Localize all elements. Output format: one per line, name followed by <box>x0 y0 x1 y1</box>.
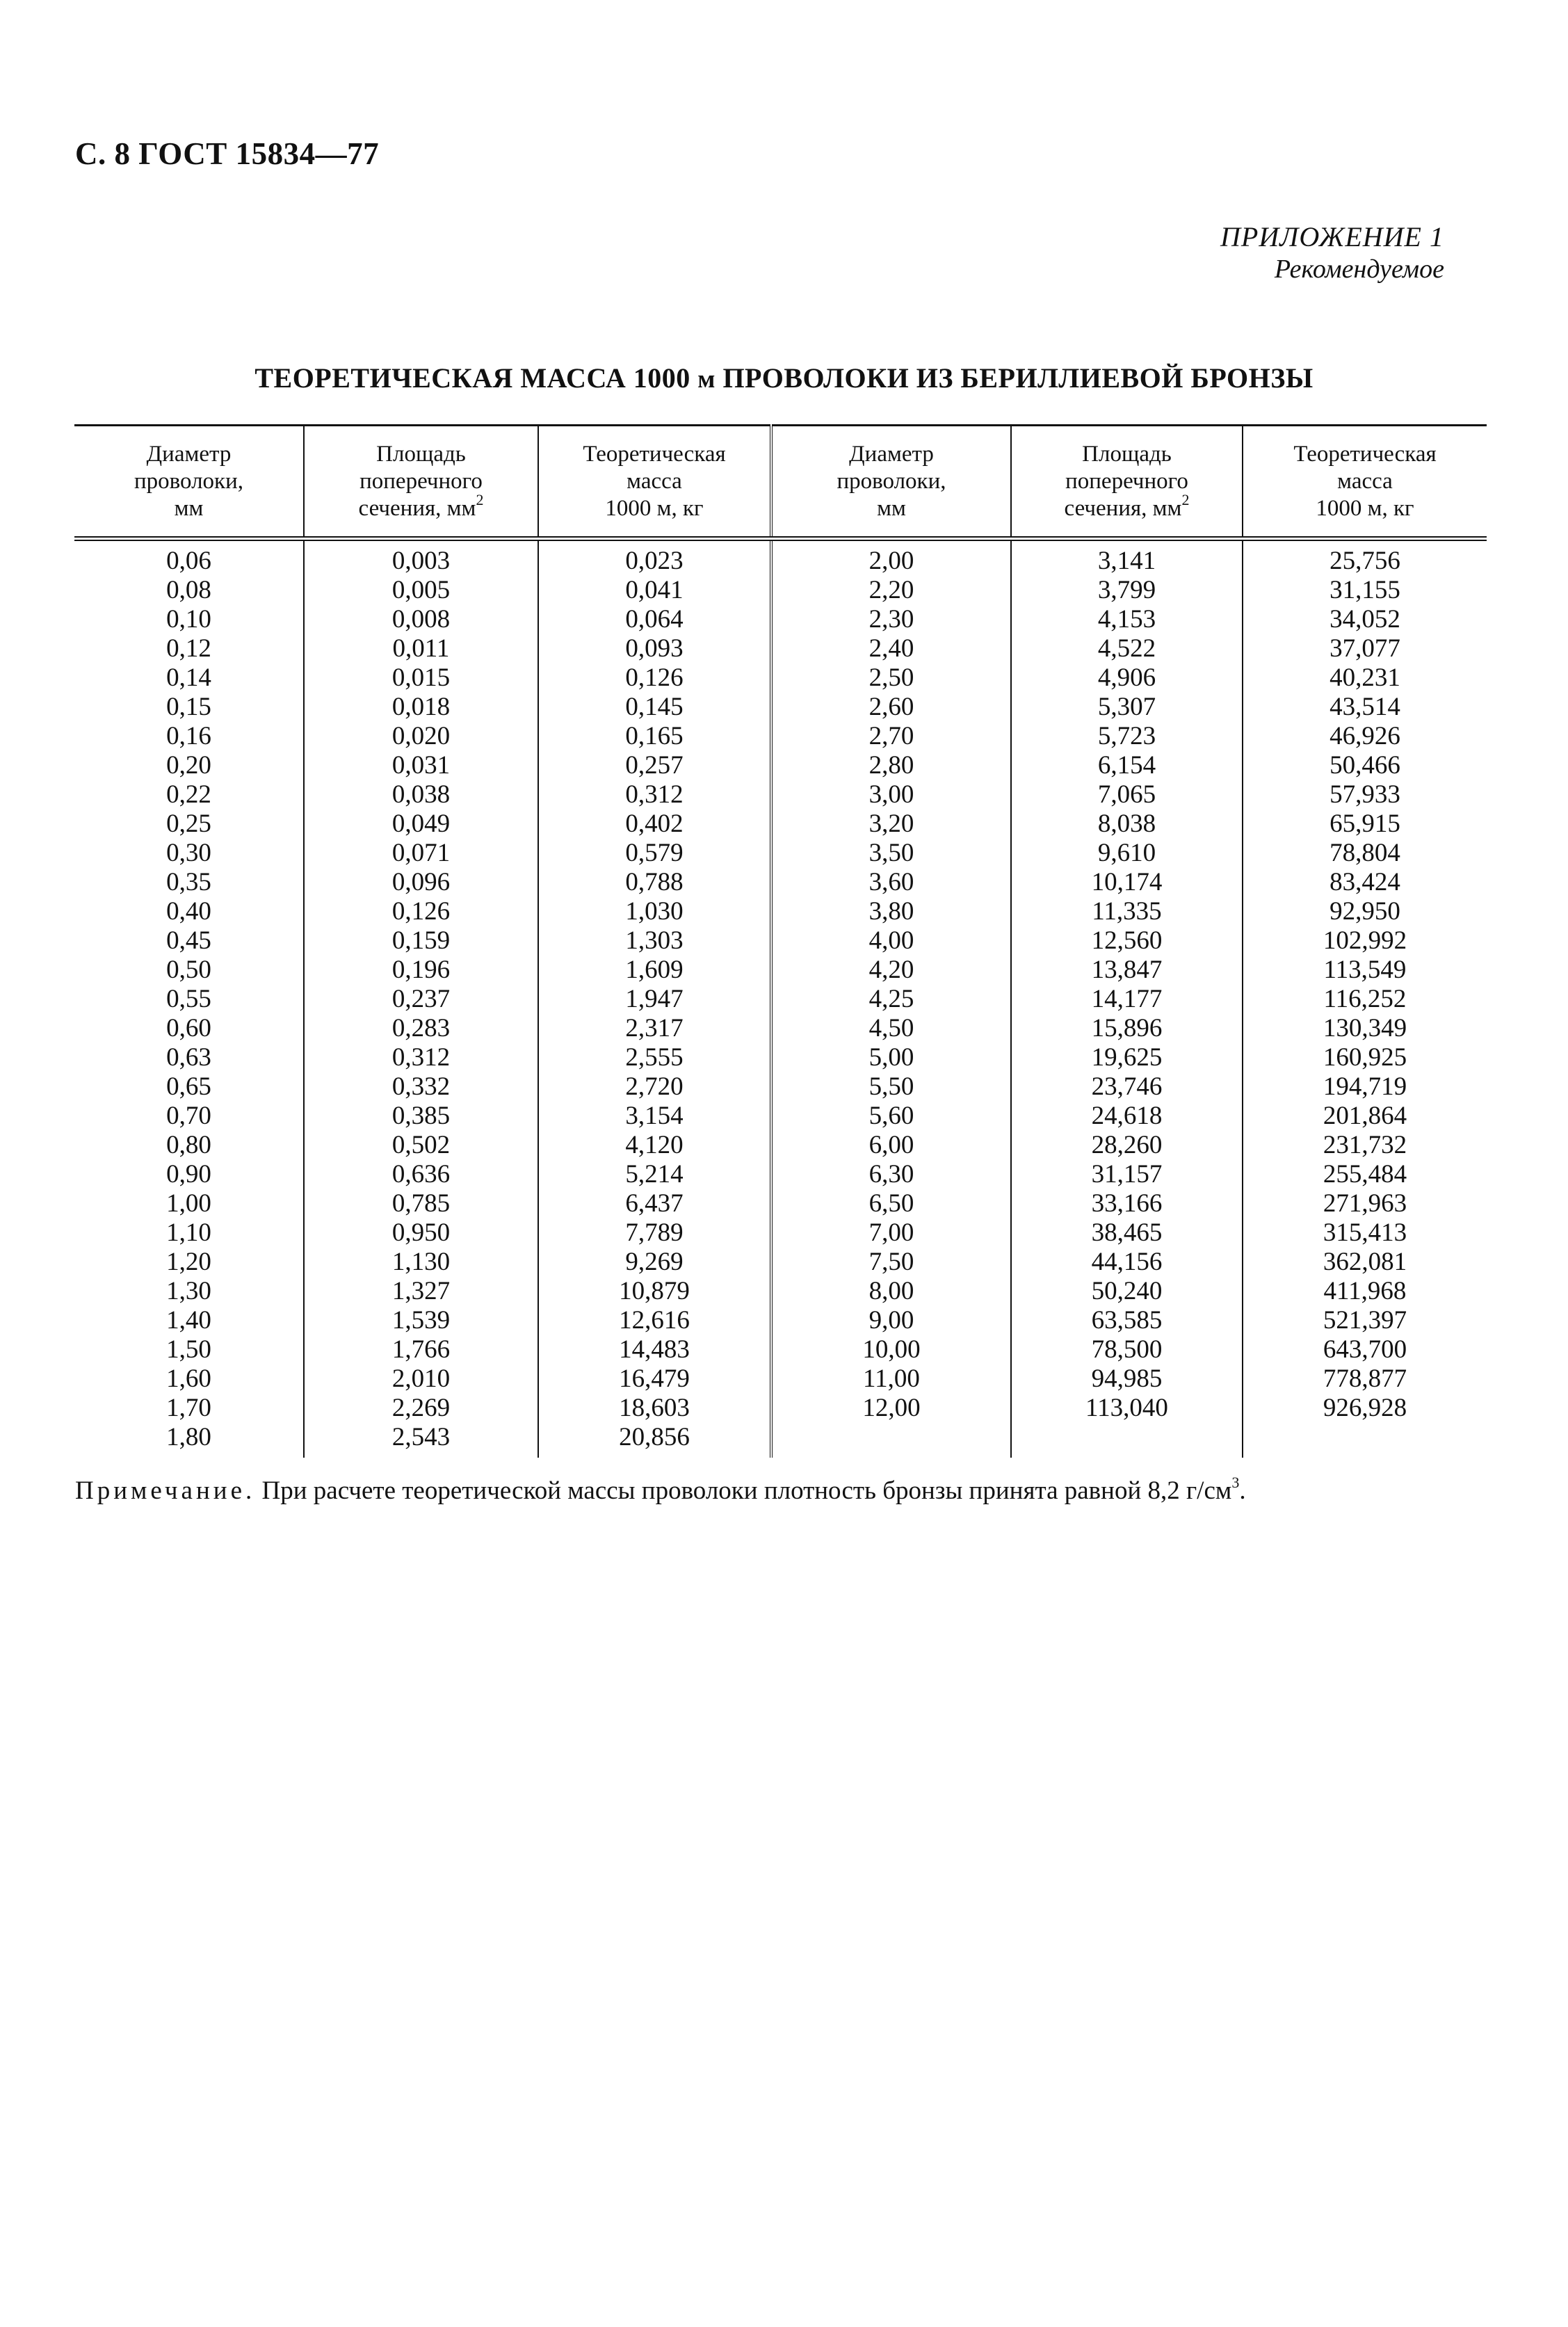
area-cell: 33,166 <box>1011 1189 1243 1218</box>
diameter-cell: 1,60 <box>74 1364 304 1394</box>
header-unit-sup: 2 <box>476 490 484 508</box>
table-title-end: ПРОВОЛОКИ ИЗ БЕРИЛЛИЕВОЙ БРОНЗЫ <box>715 362 1314 394</box>
mass-cell: 14,483 <box>538 1335 771 1364</box>
header-line: поперечного <box>359 468 483 494</box>
mass-cell: 362,081 <box>1323 1248 1407 1276</box>
area-cell: 2,269 <box>304 1394 538 1423</box>
appendix-title: ПРИЛОЖЕНИЕ 1 <box>1220 221 1444 252</box>
area-cell: 4,153 <box>1011 605 1243 634</box>
diameter-cell: 2,50 <box>771 663 1011 693</box>
area-cell: 6,154 <box>1011 751 1243 780</box>
mass-cell: 521,397 <box>1323 1306 1407 1335</box>
area-cell: 24,618 <box>1011 1102 1243 1131</box>
diameter-cell: 1,20 <box>74 1248 304 1277</box>
diameter-cell: 0,14 <box>74 663 304 693</box>
diameter-cell: 0,80 <box>74 1131 304 1160</box>
table-row <box>74 634 1487 663</box>
area-cell: 0,005 <box>304 576 538 605</box>
diameter-cell: 1,30 <box>74 1277 304 1306</box>
mass-cell: 102,992 <box>1323 926 1407 955</box>
table-title-unit: м <box>697 365 716 394</box>
diameter-cell <box>771 1423 1011 1458</box>
mass-cell: 116,252 <box>1323 985 1407 1013</box>
note-sup: 3 <box>1231 1473 1240 1491</box>
area-cell: 94,985 <box>1011 1364 1243 1394</box>
area-cell: 31,157 <box>1011 1160 1243 1189</box>
table-row <box>74 1394 1487 1423</box>
area-cell: 14,177 <box>1011 985 1243 1014</box>
diameter-cell: 6,30 <box>771 1160 1011 1189</box>
mass-cell: 1,947 <box>538 985 771 1014</box>
header-line: 1000 м, кг <box>1316 495 1414 521</box>
mass-cell: 194,719 <box>1323 1072 1407 1101</box>
table-row <box>74 1306 1487 1335</box>
mass-cell: 7,789 <box>538 1218 771 1248</box>
area-cell: 38,465 <box>1011 1218 1243 1248</box>
area-cell: 0,038 <box>304 780 538 810</box>
area-cell: 5,307 <box>1011 693 1243 722</box>
diameter-cell: 0,16 <box>74 722 304 751</box>
diameter-cell: 1,40 <box>74 1306 304 1335</box>
diameter-cell: 4,25 <box>771 985 1011 1014</box>
diameter-cell: 2,00 <box>771 539 1011 577</box>
diameter-cell: 12,00 <box>771 1394 1011 1423</box>
area-cell: 63,585 <box>1011 1306 1243 1335</box>
diameter-cell: 0,25 <box>74 810 304 839</box>
mass-cell: 5,214 <box>538 1160 771 1189</box>
mass-cell: 4,120 <box>538 1131 771 1160</box>
diameter-cell: 0,65 <box>74 1072 304 1102</box>
area-cell: 23,746 <box>1011 1072 1243 1102</box>
table-row <box>74 539 1487 577</box>
mass-cell: 83,424 <box>1329 868 1400 896</box>
table-row <box>74 1335 1487 1364</box>
appendix-label <box>1220 221 1444 285</box>
mass-cell: 78,804 <box>1329 839 1400 867</box>
table-row <box>74 1014 1487 1043</box>
area-cell: 7,065 <box>1011 780 1243 810</box>
appendix-subtitle: Рекомендуемое <box>1274 255 1444 284</box>
mass-cell: 0,064 <box>538 605 771 634</box>
diameter-cell: 1,10 <box>74 1218 304 1248</box>
table-row <box>74 576 1487 605</box>
mass-cell: 1,609 <box>538 956 771 985</box>
diameter-cell: 3,00 <box>771 780 1011 810</box>
header-diameter-left <box>74 426 304 539</box>
area-cell: 3,141 <box>1011 539 1243 577</box>
diameter-cell: 2,60 <box>771 693 1011 722</box>
area-cell: 113,040 <box>1011 1394 1243 1423</box>
header-line: проволоки, <box>836 468 946 494</box>
mass-cell: 0,145 <box>538 693 771 722</box>
diameter-cell: 1,50 <box>74 1335 304 1364</box>
area-cell: 12,560 <box>1011 926 1243 956</box>
table-row <box>74 722 1487 751</box>
header-line: масса <box>627 468 682 494</box>
header-line <box>305 490 538 522</box>
diameter-cell: 0,55 <box>74 985 304 1014</box>
table-row <box>74 663 1487 693</box>
diameter-cell: 1,80 <box>74 1423 304 1458</box>
mass-cell: 1,303 <box>538 926 771 956</box>
diameter-cell: 2,30 <box>771 605 1011 634</box>
mass-cell: 9,269 <box>538 1248 771 1277</box>
header-line: 1000 м, кг <box>605 495 704 521</box>
area-cell: 9,610 <box>1011 839 1243 868</box>
area-cell: 0,502 <box>304 1131 538 1160</box>
header-unit-sup: 2 <box>1181 490 1190 508</box>
table-row <box>74 868 1487 897</box>
mass-cell: 0,402 <box>538 810 771 839</box>
diameter-cell: 0,90 <box>74 1160 304 1189</box>
mass-cell: 46,926 <box>1329 722 1400 750</box>
diameter-cell: 0,12 <box>74 634 304 663</box>
mass-cell: 50,466 <box>1329 751 1400 780</box>
mass-cell: 16,479 <box>538 1364 771 1394</box>
table-row <box>74 1189 1487 1218</box>
diameter-cell: 4,00 <box>771 926 1011 956</box>
mass-cell: 0,312 <box>538 780 771 810</box>
table-row <box>74 1218 1487 1248</box>
area-cell: 0,071 <box>304 839 538 868</box>
diameter-cell: 0,70 <box>74 1102 304 1131</box>
mass-cell: 255,484 <box>1323 1160 1407 1189</box>
table-row <box>74 1248 1487 1277</box>
diameter-cell: 1,00 <box>74 1189 304 1218</box>
area-cell: 0,237 <box>304 985 538 1014</box>
mass-cell: 113,549 <box>1323 956 1407 984</box>
area-cell: 2,543 <box>304 1423 538 1458</box>
diameter-cell: 10,00 <box>771 1335 1011 1364</box>
mass-cell: 40,231 <box>1329 663 1400 692</box>
table-note <box>75 1473 1487 1506</box>
mass-cell: 37,077 <box>1329 634 1400 663</box>
area-cell: 2,010 <box>304 1364 538 1394</box>
table-row <box>74 605 1487 634</box>
mass-cell: 65,915 <box>1329 810 1400 838</box>
table-row <box>74 1423 1487 1458</box>
area-cell: 28,260 <box>1011 1131 1243 1160</box>
area-cell: 0,950 <box>304 1218 538 1248</box>
table-title <box>0 362 1568 394</box>
table-row <box>74 751 1487 780</box>
diameter-cell: 0,63 <box>74 1043 304 1072</box>
table-row <box>74 926 1487 956</box>
header-line <box>1012 490 1242 522</box>
diameter-cell: 0,45 <box>74 926 304 956</box>
table-body <box>74 539 1487 1458</box>
area-cell: 0,031 <box>304 751 538 780</box>
table-row <box>74 956 1487 985</box>
mass-cell: 0,788 <box>538 868 771 897</box>
area-cell: 44,156 <box>1011 1248 1243 1277</box>
area-cell: 0,003 <box>304 539 538 577</box>
header-line: Площадь <box>376 441 466 467</box>
table-row <box>74 839 1487 868</box>
area-cell: 0,015 <box>304 663 538 693</box>
area-cell: 8,038 <box>1011 810 1243 839</box>
area-cell: 0,312 <box>304 1043 538 1072</box>
table-row <box>74 897 1487 926</box>
table-row <box>74 693 1487 722</box>
mass-cell: 315,413 <box>1323 1218 1407 1247</box>
header-line: мм <box>877 495 906 521</box>
table-row <box>74 1102 1487 1131</box>
mass-cell: 643,700 <box>1323 1335 1407 1364</box>
diameter-cell: 7,00 <box>771 1218 1011 1248</box>
mass-cell: 34,052 <box>1329 605 1400 634</box>
area-cell: 0,332 <box>304 1072 538 1102</box>
area-cell: 50,240 <box>1011 1277 1243 1306</box>
mass-cell: 43,514 <box>1329 693 1400 721</box>
mass-cell: 3,154 <box>538 1102 771 1131</box>
diameter-cell: 6,00 <box>771 1131 1011 1160</box>
mass-cell: 0,257 <box>538 751 771 780</box>
mass-cell: 2,317 <box>538 1014 771 1043</box>
area-cell: 10,174 <box>1011 868 1243 897</box>
mass-cell: 1,030 <box>538 897 771 926</box>
diameter-cell: 0,50 <box>74 956 304 985</box>
mass-cell: 160,925 <box>1323 1043 1407 1072</box>
header-line: Площадь <box>1082 441 1172 467</box>
area-cell: 0,159 <box>304 926 538 956</box>
diameter-cell: 0,22 <box>74 780 304 810</box>
table-row <box>74 1072 1487 1102</box>
area-cell: 15,896 <box>1011 1014 1243 1043</box>
header-mass-left <box>538 426 771 539</box>
diameter-cell: 11,00 <box>771 1364 1011 1394</box>
mass-cell: 201,864 <box>1323 1102 1407 1130</box>
diameter-cell: 2,80 <box>771 751 1011 780</box>
mass-cell: 20,856 <box>538 1423 771 1458</box>
mass-cell: 18,603 <box>538 1394 771 1423</box>
header-line: Теоретическая <box>583 441 726 467</box>
table-row <box>74 1277 1487 1306</box>
mass-cell: 25,756 <box>1329 547 1400 575</box>
area-cell: 3,799 <box>1011 576 1243 605</box>
table-row <box>74 985 1487 1014</box>
header-area-left <box>304 426 538 539</box>
header-area-right <box>1011 426 1243 539</box>
mass-cell: 411,968 <box>1323 1277 1407 1305</box>
area-cell: 4,906 <box>1011 663 1243 693</box>
area-cell: 0,049 <box>304 810 538 839</box>
note-text: При расчете теоретической массы проволоки плотность бронзы принята равной 8,2 г/см <box>255 1476 1232 1505</box>
mass-cell: 6,437 <box>538 1189 771 1218</box>
mass-cell: 92,950 <box>1329 897 1400 926</box>
mass-cell: 12,616 <box>538 1306 771 1335</box>
area-cell: 1,130 <box>304 1248 538 1277</box>
diameter-cell: 0,20 <box>74 751 304 780</box>
mass-cell: 231,732 <box>1323 1131 1407 1159</box>
diameter-cell: 9,00 <box>771 1306 1011 1335</box>
page-header: С. 8 ГОСТ 15834—77 <box>75 136 380 171</box>
area-cell: 0,636 <box>304 1160 538 1189</box>
mass-cell: 130,349 <box>1323 1014 1407 1042</box>
header-unit: сечения, мм <box>358 495 476 521</box>
diameter-cell: 1,70 <box>74 1394 304 1423</box>
diameter-cell: 0,06 <box>74 539 304 577</box>
diameter-cell: 0,40 <box>74 897 304 926</box>
mass-cell: 0,126 <box>538 663 771 693</box>
diameter-cell: 0,08 <box>74 576 304 605</box>
mass-cell: 926,928 <box>1323 1394 1407 1422</box>
header-line: Диаметр <box>146 441 232 467</box>
mass-cell: 0,023 <box>538 539 771 577</box>
area-cell: 78,500 <box>1011 1335 1243 1364</box>
mass-cell: 0,093 <box>538 634 771 663</box>
mass-cell: 0,041 <box>538 576 771 605</box>
area-cell: 4,522 <box>1011 634 1243 663</box>
table-title-start: ТЕОРЕТИЧЕСКАЯ МАССА 1000 <box>254 362 698 394</box>
area-cell: 0,785 <box>304 1189 538 1218</box>
header-line: мм <box>174 495 204 521</box>
diameter-cell: 8,00 <box>771 1277 1011 1306</box>
mass-cell: 10,879 <box>538 1277 771 1306</box>
area-cell: 1,539 <box>304 1306 538 1335</box>
area-cell: 0,196 <box>304 956 538 985</box>
note-end: . <box>1239 1476 1246 1505</box>
area-cell: 5,723 <box>1011 722 1243 751</box>
table-row <box>74 1043 1487 1072</box>
table-row <box>74 1131 1487 1160</box>
mass-cell: 2,555 <box>538 1043 771 1072</box>
area-cell: 0,385 <box>304 1102 538 1131</box>
area-cell: 0,018 <box>304 693 538 722</box>
header-mass-right <box>1243 426 1487 539</box>
diameter-cell: 0,35 <box>74 868 304 897</box>
area-cell: 0,020 <box>304 722 538 751</box>
diameter-cell: 3,60 <box>771 868 1011 897</box>
header-line: поперечного <box>1065 468 1188 494</box>
area-cell: 0,126 <box>304 897 538 926</box>
area-cell: 0,283 <box>304 1014 538 1043</box>
mass-cell: 271,963 <box>1323 1189 1407 1218</box>
diameter-cell: 4,20 <box>771 956 1011 985</box>
header-line: Теоретическая <box>1293 441 1437 467</box>
diameter-cell: 3,50 <box>771 839 1011 868</box>
area-cell: 13,847 <box>1011 956 1243 985</box>
table-row <box>74 1160 1487 1189</box>
area-cell <box>1011 1423 1243 1458</box>
diameter-cell: 5,00 <box>771 1043 1011 1072</box>
diameter-cell: 2,40 <box>771 634 1011 663</box>
area-cell: 19,625 <box>1011 1043 1243 1072</box>
mass-cell: 57,933 <box>1329 780 1400 809</box>
area-cell: 0,096 <box>304 868 538 897</box>
mass-cell: 778,877 <box>1323 1364 1407 1393</box>
diameter-cell: 0,10 <box>74 605 304 634</box>
diameter-cell: 7,50 <box>771 1248 1011 1277</box>
diameter-cell: 3,20 <box>771 810 1011 839</box>
diameter-cell: 5,50 <box>771 1072 1011 1102</box>
wire-mass-table <box>74 424 1487 1458</box>
table-header-row <box>74 426 1487 539</box>
diameter-cell: 2,20 <box>771 576 1011 605</box>
mass-cell: 0,579 <box>538 839 771 868</box>
diameter-cell: 5,60 <box>771 1102 1011 1131</box>
mass-cell: 2,720 <box>538 1072 771 1102</box>
area-cell: 0,008 <box>304 605 538 634</box>
diameter-cell: 3,80 <box>771 897 1011 926</box>
diameter-cell: 6,50 <box>771 1189 1011 1218</box>
header-unit: сечения, мм <box>1064 495 1182 521</box>
area-cell: 0,011 <box>304 634 538 663</box>
table-row <box>74 810 1487 839</box>
mass-cell: 0,165 <box>538 722 771 751</box>
diameter-cell: 0,60 <box>74 1014 304 1043</box>
table-row <box>74 780 1487 810</box>
mass-cell: 31,155 <box>1329 576 1400 604</box>
table-row <box>74 1364 1487 1394</box>
area-cell: 1,766 <box>304 1335 538 1364</box>
diameter-cell: 0,30 <box>74 839 304 868</box>
diameter-cell: 0,15 <box>74 693 304 722</box>
area-cell: 11,335 <box>1011 897 1243 926</box>
note-label: Примечание. <box>75 1476 256 1505</box>
header-line: Диаметр <box>849 441 934 467</box>
header-line: проволоки, <box>134 468 243 494</box>
diameter-cell: 2,70 <box>771 722 1011 751</box>
diameter-cell: 4,50 <box>771 1014 1011 1043</box>
header-diameter-right <box>771 426 1011 539</box>
header-line: масса <box>1337 468 1393 494</box>
mass-cell <box>1243 1423 1487 1458</box>
area-cell: 1,327 <box>304 1277 538 1306</box>
